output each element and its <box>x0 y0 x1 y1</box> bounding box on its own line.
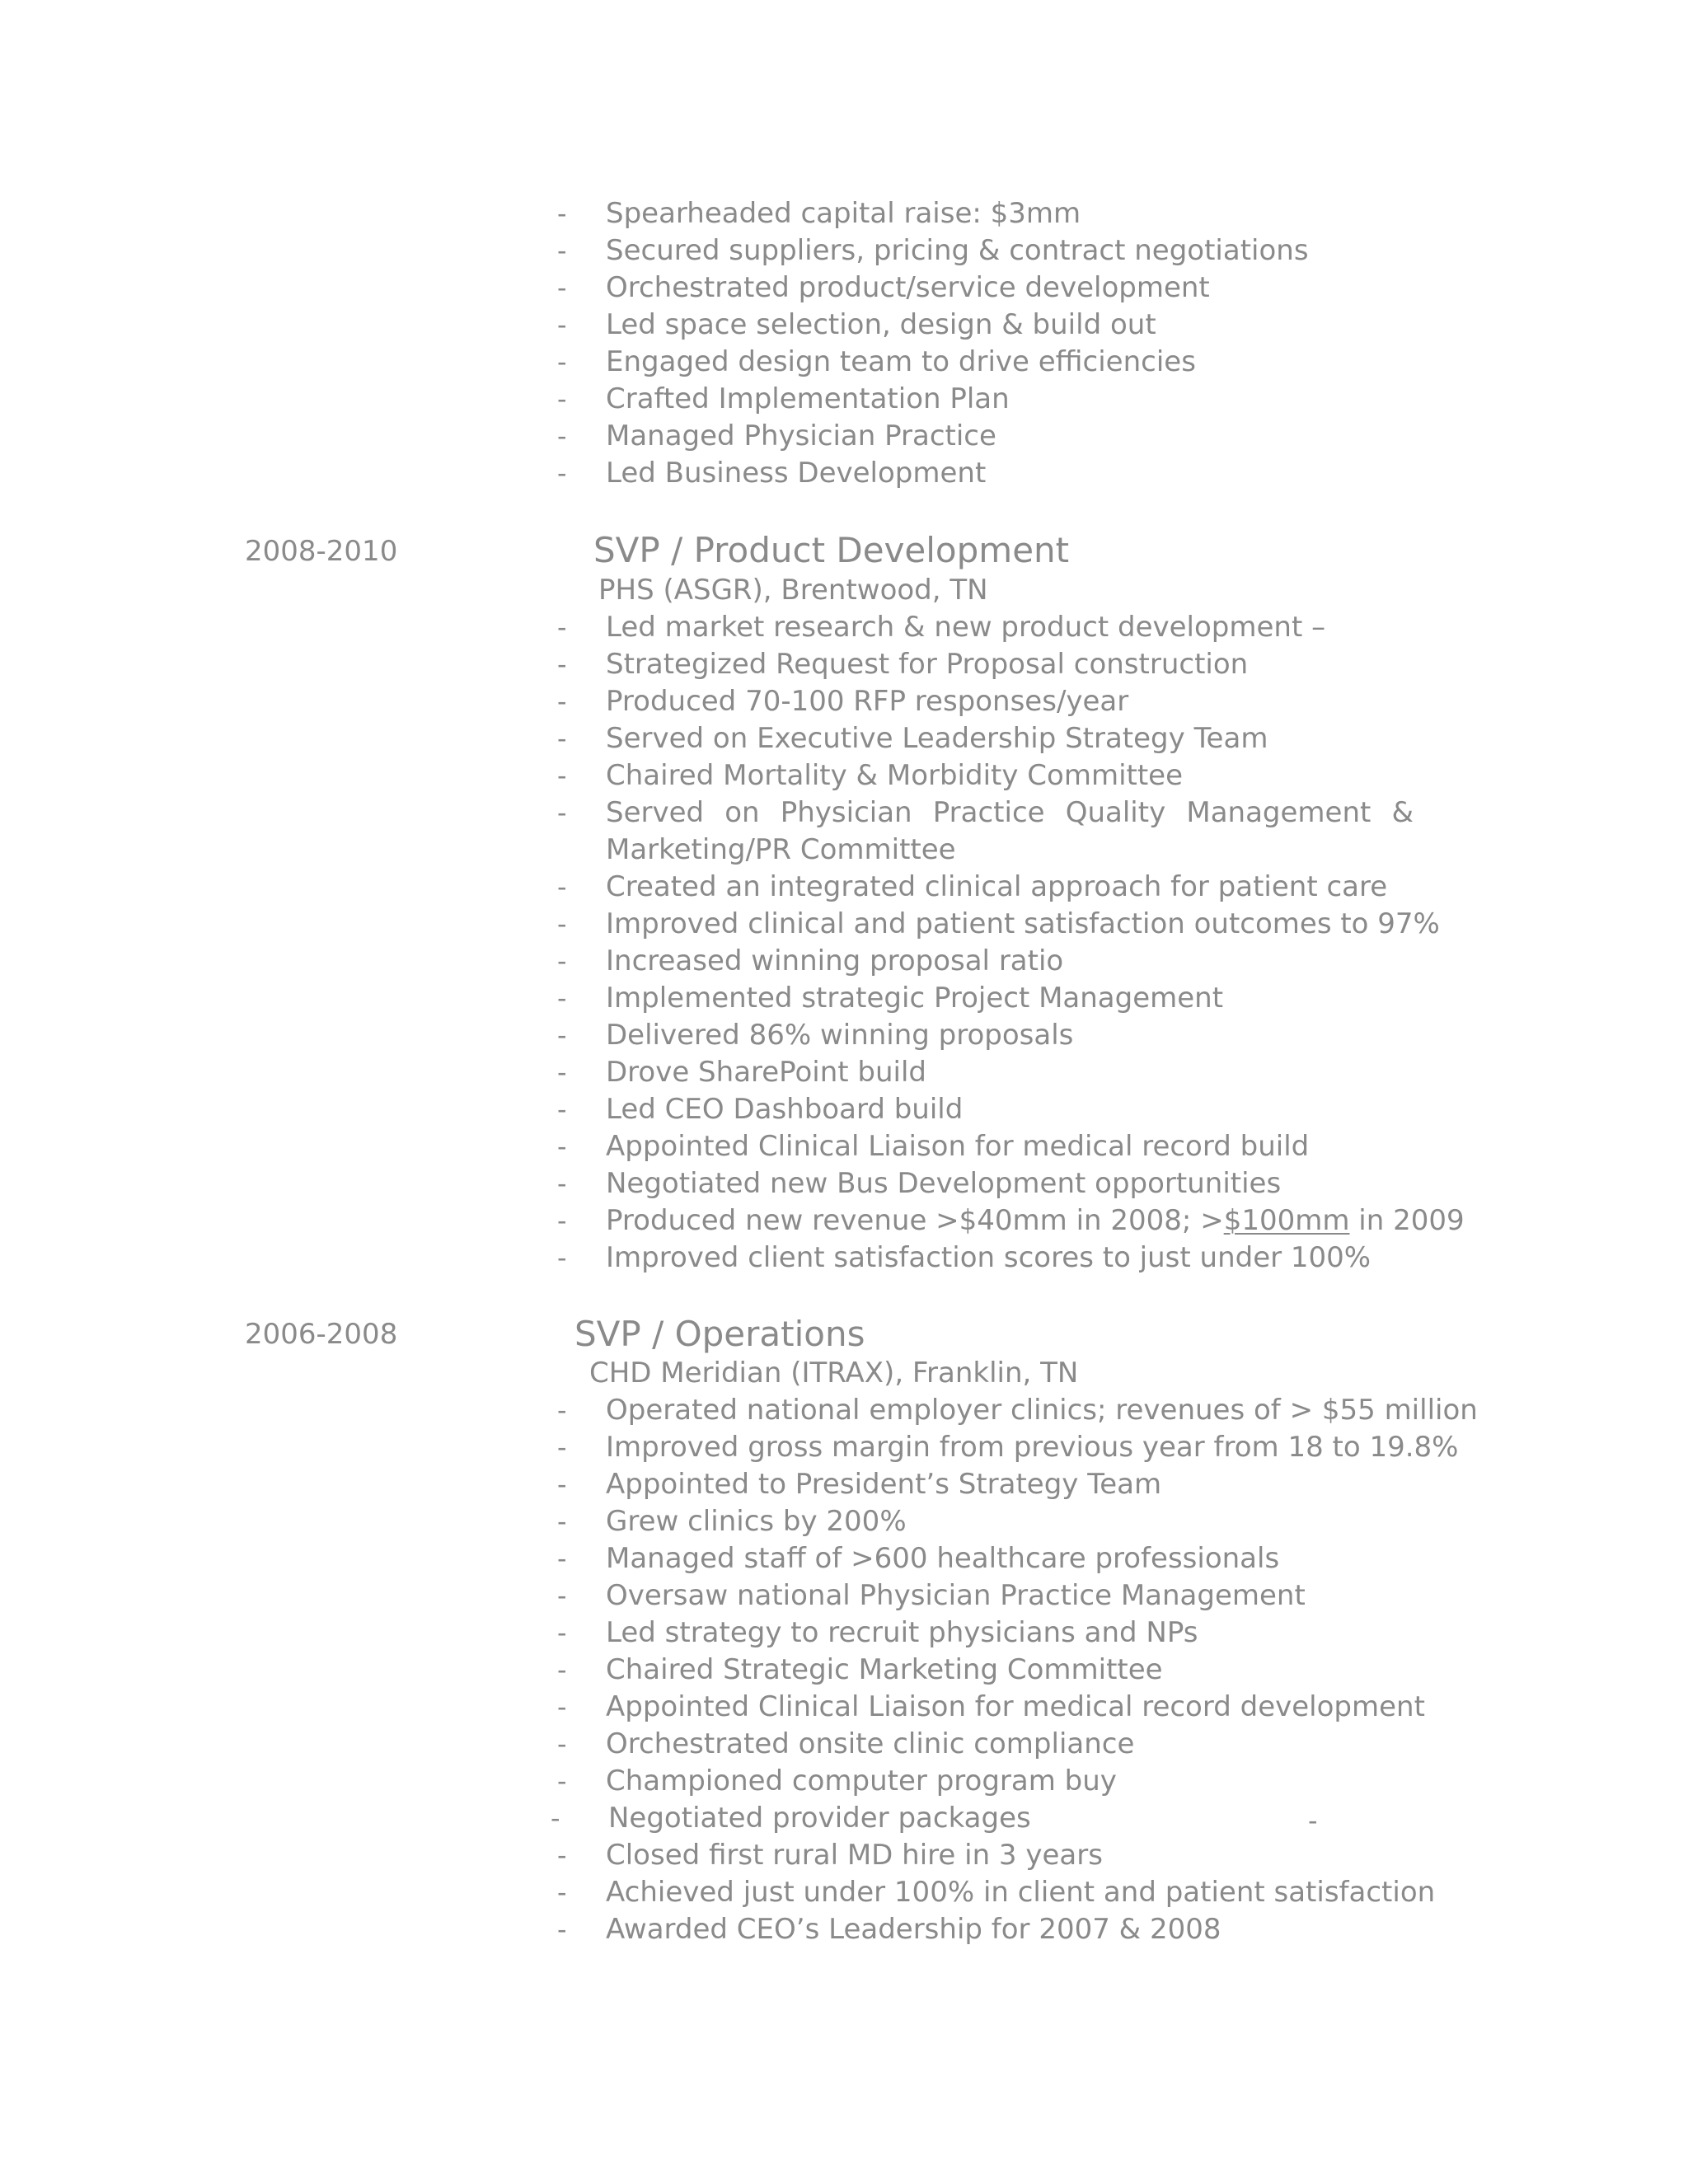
bullet-text: Led strategy to recruit physicians and NPs <box>606 1616 1198 1649</box>
list-item <box>0 794 1688 869</box>
bullet-dash: - <box>557 1469 567 1500</box>
list-item <box>0 720 1688 757</box>
list-item <box>0 646 1688 683</box>
bullet-text: Increased winning proposal ratio <box>606 944 1064 977</box>
bullet-text: Orchestrated product/service development <box>606 271 1210 304</box>
bullet-dash: - <box>557 1617 567 1648</box>
bullet-text: Appointed Clinical Liaison for medical record build <box>606 1130 1310 1163</box>
bullet-text: Improved gross margin from previous year from 18 to 19.8% <box>606 1431 1459 1464</box>
list-item <box>0 869 1688 906</box>
list-item <box>0 1540 1688 1577</box>
bullet-dash: - <box>557 1131 567 1162</box>
revenue-underlined: $100mm <box>1223 1204 1350 1237</box>
bullet-text: Drove SharePoint build <box>606 1056 927 1089</box>
list-item <box>0 1017 1688 1054</box>
list-item <box>0 1466 1688 1503</box>
bullet-text: Crafted Implementation Plan <box>606 382 1010 415</box>
bullet-dash: - <box>557 235 567 266</box>
bullet-dash: - <box>557 1057 567 1088</box>
bullet-dash: - <box>557 457 567 489</box>
bullet-dash: - <box>557 198 567 229</box>
bullet-dash: - <box>557 1654 567 1685</box>
bullet-text: Managed staff of >600 healthcare professionals <box>606 1542 1280 1575</box>
list-item <box>0 683 1688 720</box>
bullet-text: Closed first rural MD hire in 3 years <box>606 1839 1103 1872</box>
list-item <box>0 1911 1688 1948</box>
bullet-dash: - <box>557 1019 567 1051</box>
list-item <box>0 1165 1688 1202</box>
bullet-text: Created an integrated clinical approach for patient care <box>606 870 1388 903</box>
bullet-text: Negotiated new Bus Development opportunities <box>606 1167 1282 1200</box>
bullet-dash: - <box>557 982 567 1014</box>
list-item <box>0 906 1688 943</box>
list-item <box>0 455 1688 492</box>
bullet-text: Engaged design team to drive efficiencies <box>606 345 1196 378</box>
bullet-dash: - <box>557 723 567 754</box>
list-item <box>0 1615 1688 1652</box>
list-item <box>0 609 1688 646</box>
bullet-dash: - <box>557 1691 567 1722</box>
bullet-dash: - <box>557 1877 567 1908</box>
bullet-dash: - <box>557 686 567 717</box>
bullet-text: Led CEO Dashboard build <box>606 1093 964 1126</box>
bullet-text: Spearheaded capital raise: $3mm <box>606 197 1081 230</box>
bullet-dash: - <box>557 1840 567 1871</box>
bullet-text: Led Business Development <box>606 457 987 490</box>
company-name: PHS (ASGR), Brentwood, TN <box>598 574 988 607</box>
bullet-dash: - <box>557 272 567 303</box>
list-item <box>0 1763 1688 1800</box>
bullet-text: Appointed Clinical Liaison for medical record development <box>606 1690 1425 1723</box>
bullet-text: Grew clinics by 200% <box>606 1505 907 1538</box>
list-item <box>0 1054 1688 1091</box>
list-item <box>0 232 1688 269</box>
list-item <box>0 943 1688 980</box>
bullet-dash: - <box>557 1580 567 1611</box>
list-item <box>0 1726 1688 1763</box>
bullet-dash: - <box>557 1168 567 1199</box>
list-item <box>0 269 1688 307</box>
bullet-dash: - <box>557 760 567 791</box>
role-dates: 2006-2008 <box>245 1318 398 1351</box>
bullet-text: Led space selection, design & build out <box>606 308 1156 341</box>
bullet-dash: - <box>557 797 567 828</box>
list-item <box>0 381 1688 418</box>
bullet-dash: - <box>557 1914 567 1945</box>
bullet-dash: - <box>557 945 567 977</box>
bullet-dash: - <box>557 1506 567 1537</box>
bullet-dash: - <box>557 309 567 340</box>
bullet-text: Implemented strategic Project Management <box>606 982 1224 1015</box>
bullet-text: Orchestrated onsite clinic compliance <box>606 1727 1135 1760</box>
list-item <box>0 980 1688 1017</box>
stray-dash: - <box>1308 1805 1318 1836</box>
list-item <box>0 1503 1688 1540</box>
bullet-dash: - <box>557 649 567 680</box>
bullet-dash: - <box>557 420 567 452</box>
list-item <box>0 344 1688 381</box>
list-item <box>0 1874 1688 1911</box>
top-bullet-list <box>0 195 1688 492</box>
list-item <box>0 1800 1688 1837</box>
list-item <box>0 1689 1688 1726</box>
revenue-text-part2: in 2009 <box>1349 1204 1465 1237</box>
bullet-dash: - <box>551 1802 560 1834</box>
bullet-dash: - <box>557 871 567 902</box>
bullet-text: Operated national employer clinics; revenues of > $55 million <box>606 1394 1478 1427</box>
role-dates: 2008-2010 <box>245 535 398 568</box>
role-title: SVP / Product Development <box>593 530 1070 570</box>
list-item <box>0 757 1688 794</box>
bullet-text: Championed computer program buy <box>606 1765 1117 1797</box>
bullet-dash: - <box>557 1543 567 1574</box>
bullet-dash: - <box>557 383 567 415</box>
bullet-text: Secured suppliers, pricing & contract negotiations <box>606 234 1309 267</box>
bullet-dash: - <box>557 1765 567 1797</box>
bullet-text: Strategized Request for Proposal construction <box>606 648 1249 681</box>
bullet-text: Chaired Mortality & Morbidity Committee <box>606 759 1184 792</box>
bullet-dash: - <box>557 1728 567 1760</box>
bullet-text: Achieved just under 100% in client and patient satisfaction <box>606 1876 1436 1909</box>
bullet-text: Improved client satisfaction scores to just under 100% <box>606 1241 1372 1274</box>
bullet-text: Appointed to President’s Strategy Team <box>606 1468 1162 1501</box>
role-title: SVP / Operations <box>574 1314 865 1354</box>
list-item <box>0 1240 1688 1277</box>
bullet-dash: - <box>557 1394 567 1426</box>
phs-bullet-list <box>0 609 1688 1277</box>
bullet-text: Served on Executive Leadership Strategy Team <box>606 722 1268 755</box>
list-item <box>0 1837 1688 1874</box>
list-item <box>0 1652 1688 1689</box>
list-item <box>0 1091 1688 1128</box>
company-name: CHD Meridian (ITRAX), Franklin, TN <box>589 1357 1079 1390</box>
bullet-dash: - <box>557 1432 567 1463</box>
bullet-text: Chaired Strategic Marketing Committee <box>606 1653 1163 1686</box>
bullet-text: Negotiated provider packages <box>608 1802 1031 1835</box>
list-item <box>0 195 1688 232</box>
chd-bullet-list <box>0 1392 1688 1948</box>
list-item <box>0 1128 1688 1165</box>
list-item <box>0 418 1688 455</box>
list-item <box>0 1202 1688 1240</box>
list-item <box>0 1429 1688 1466</box>
bullet-text: Delivered 86% winning proposals <box>606 1019 1074 1052</box>
bullet-text: Produced 70-100 RFP responses/year <box>606 685 1129 718</box>
bullet-text: Improved clinical and patient satisfaction outcomes to 97% <box>606 907 1440 940</box>
bullet-text: Managed Physician Practice <box>606 419 996 452</box>
list-item <box>0 307 1688 344</box>
revenue-text-part1: Produced new revenue >$40mm in 2008; > <box>606 1204 1224 1237</box>
bullet-text: Awarded CEO’s Leadership for 2007 & 2008 <box>606 1913 1221 1946</box>
bullet-text: Led market research & new product development – <box>606 611 1326 644</box>
bullet-dash: - <box>557 1242 567 1273</box>
bullet-text: Oversaw national Physician Practice Management <box>606 1579 1306 1612</box>
bullet-dash: - <box>557 908 567 940</box>
bullet-dash: - <box>557 346 567 377</box>
bullet-text: Served on Physician Practice Quality Management & Marketing/PR Committee <box>606 796 1414 866</box>
bullet-text <box>606 1202 1465 1240</box>
bullet-dash: - <box>557 1094 567 1125</box>
bullet-dash: - <box>557 1205 567 1236</box>
list-item <box>0 1577 1688 1615</box>
list-item <box>0 1392 1688 1429</box>
bullet-dash: - <box>557 612 567 643</box>
